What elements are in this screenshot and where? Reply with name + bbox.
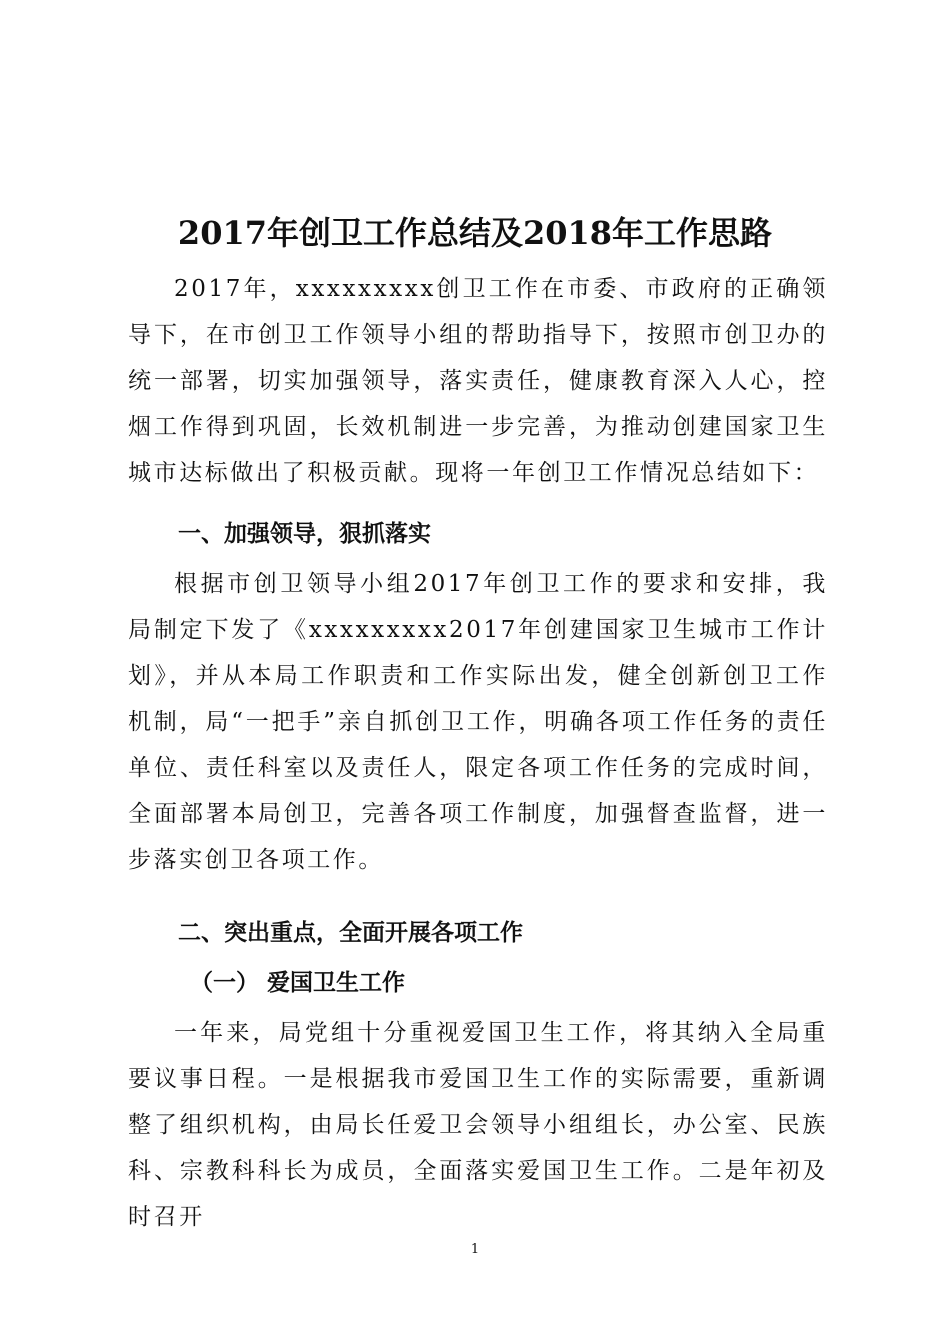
document-title: 2017年创卫工作总结及2018年工作思路 xyxy=(177,214,773,252)
intro-paragraph: 2017年，xxxxxxxxx创卫工作在市委、市政府的正确领导下，在市创卫工作领导小组的帮助指导下，按照市创卫办的统一部署，切实加强领导，落实责任，健康教育深入人心，控烟工作得到巩固，长效机制进一步完善，为推动创建国家卫生城市达标做出了积极贡献。现将一年创卫工作情况总结如下： xyxy=(128,276,828,486)
page-number: 1 xyxy=(470,1242,480,1257)
section-1-heading: 一、加强领导，狠抓落实 xyxy=(178,521,431,547)
section-1-paragraph: 根据市创卫领导小组2017年创卫工作的要求和安排，我局制定下发了《xxxxxxxxx2017年创建国家卫生城市工作计划》，并从本局工作职责和工作实际出发，健全创新创卫工作机制，局“一把手”亲自抓创卫工作，明确各项工作任务的责任单位、责任科室以及责任人，限定各项工作任务的完成时间，全面部署本局创卫，完善各项工作制度，加强督查监督，进一步落实创卫各项工作。 xyxy=(128,571,828,873)
subsection-1-heading: （一） 爱国卫生工作 xyxy=(190,970,406,996)
subsection-1-paragraph: 一年来，局党组十分重视爱国卫生工作，将其纳入全局重要议事日程。一是根据我市爱国卫生工作的实际需要，重新调整了组织机构，由局长任爱卫会领导小组组长，办公室、民族科、宗教科科长为成员，全面落实爱国卫生工作。二是年初及时召开 xyxy=(128,1020,828,1230)
section-2-heading: 二、突出重点，全面开展各项工作 xyxy=(178,920,523,946)
